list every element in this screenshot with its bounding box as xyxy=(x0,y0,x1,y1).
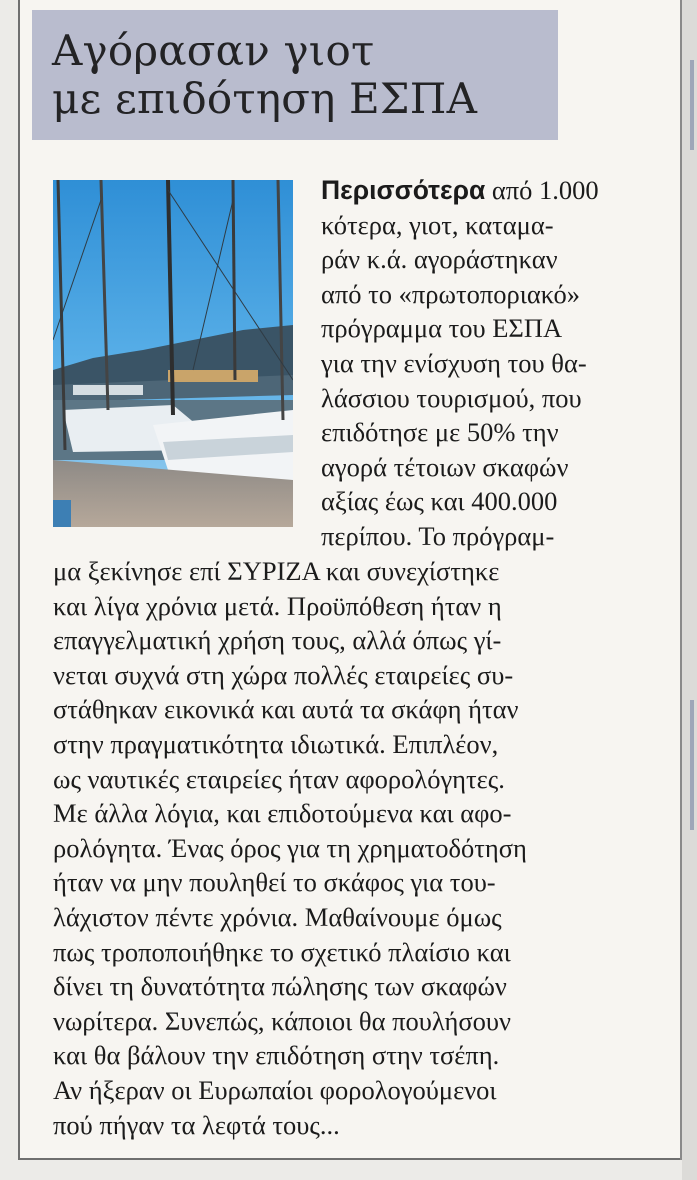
headline-line-2: με επιδότηση ΕΣΠΑ xyxy=(52,74,478,123)
text-line: αξίας έως και 400.000 xyxy=(321,486,558,517)
edge-marker xyxy=(690,700,694,830)
edge-marker xyxy=(690,60,694,150)
text-line: στάθηκαν εικονικά και αυτά τα σκάφη ήταν xyxy=(53,694,519,725)
text-line: λάχιστον πέντε χρόνια. Μαθαίνουμε όμως xyxy=(53,901,502,932)
adjacent-page-edge xyxy=(682,0,697,1180)
text-line: αγορά τέτοιων σκαφών xyxy=(321,451,569,482)
headline-box xyxy=(32,10,558,140)
text-line: ρολόγητα. Ένας όρος για τη χρηματοδότηση xyxy=(53,832,527,863)
text-line: Αν ήξεραν οι Ευρωπαίοι φορολογούμενοι xyxy=(53,1074,497,1105)
text-line: πρόγραμμα του ΕΣΠΑ xyxy=(321,313,563,344)
text-line: και λίγα χρόνια μετά. Προϋπόθεση ήταν η xyxy=(53,590,502,621)
article-column-text xyxy=(321,173,643,554)
text-line: νωρίτερα. Συνεπώς, κάποιοι θα πουλήσουν xyxy=(53,1005,511,1036)
article-first-line: Περισσότερα από 1.000 xyxy=(321,175,599,205)
text-line: πού πήγαν τα λεφτά τους... xyxy=(53,1109,340,1140)
text-line: μα ξεκίνησε επί ΣΥΡΙΖΑ και συνεχίστηκε xyxy=(53,556,500,586)
text-line: επαγγελματική χρήση τους, αλλά όπως γί- xyxy=(53,625,502,656)
text-line: επιδότησε με 50% την xyxy=(321,417,559,448)
text-line: κότερα, γιοτ, καταμα- xyxy=(321,209,554,240)
headline-line-1: Αγόρασαν γιοτ xyxy=(52,26,375,75)
text-line: περίπου. Το πρόγραμ- xyxy=(321,520,555,551)
text-line: Με άλλα λόγια, και επιδοτούμενα και αφο- xyxy=(53,798,512,829)
text-line: ως ναυτικές εταιρείες ήταν αφορολόγητες. xyxy=(53,763,505,794)
text-line: για την ενίσχυση του θα- xyxy=(321,347,587,378)
text-line: ήταν να μην πουληθεί το σκάφος για του- xyxy=(53,867,496,898)
text-line: και θα βάλουν την επιδότηση στην τσέπη. xyxy=(53,1040,500,1071)
text-line: στην πραγματικότητα ιδιωτικά. Επιπλέον, xyxy=(53,728,499,759)
text-line: πως τροποποιήθηκε το σχετικό πλαίσιο και xyxy=(53,936,511,967)
text-line: από το «πρωτοποριακό» xyxy=(321,278,580,309)
lead-word: Περισσότερα xyxy=(321,175,486,205)
yachts-photo xyxy=(53,180,293,527)
text-line: ράν κ.ά. αγοράστηκαν xyxy=(321,244,558,275)
article-body-text xyxy=(53,554,645,1142)
text-line: δίνει τη δυνατότητα πώλησης των σκαφών xyxy=(53,971,507,1002)
text-line: νεται συχνά στη χώρα πολλές εταιρείες συ- xyxy=(53,659,514,690)
text-line: λάσσιου τουρισμού, που xyxy=(321,382,582,413)
